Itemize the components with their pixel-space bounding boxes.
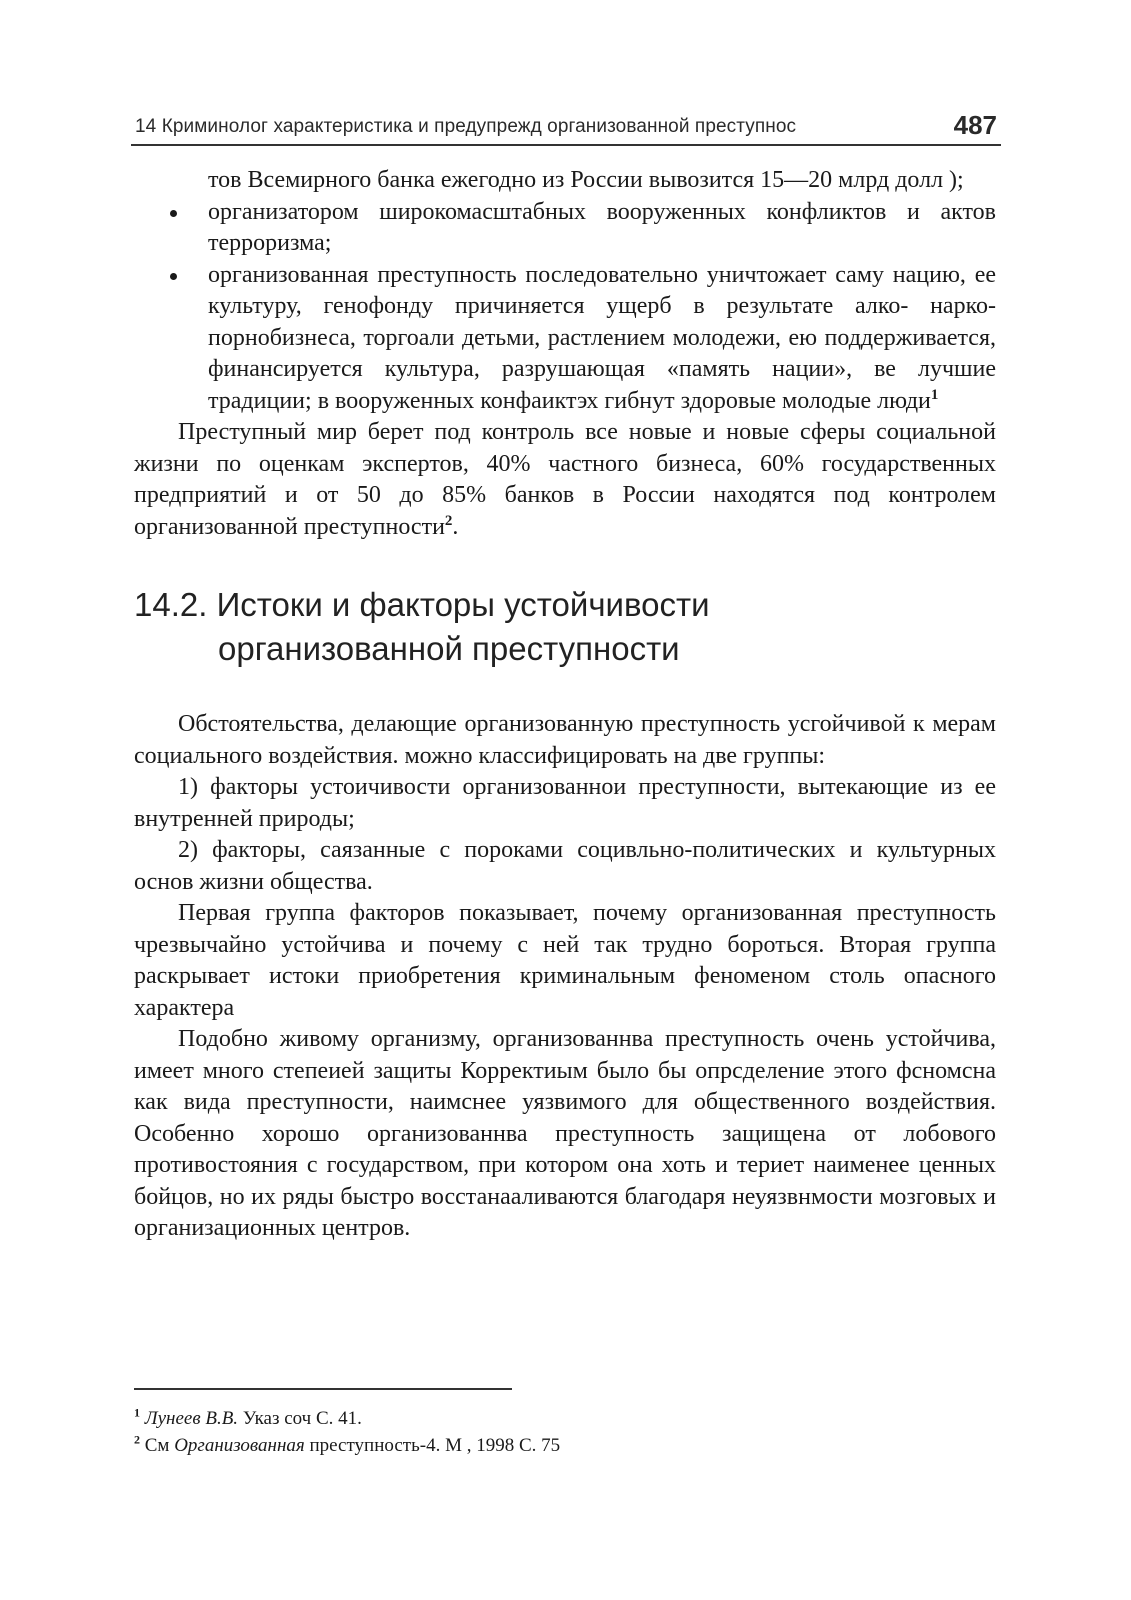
paragraph: Подобно живому организму, организованнва преступность очень устойчива, имеет много степеией защиты Корректиым было бы опрсделение этого фсномсна как вида преступности, наимснее уязвимого для общественного воздействия. Особенно хорошо организованнва преступность защищена от лобового противостояния с государством, при котором она хоть и териет наименее ценных бойцов, но их ряды быстро восстанааливаются благодаря неуязвнмости мозговых и организационных центров. bbox=[134, 1026, 996, 1241]
bullet-icon bbox=[170, 210, 177, 217]
paragraph: 2) факторы, саязанные с пороками социвльно-политических и культурных основ жизни общества. bbox=[134, 837, 996, 895]
footnote-ref: 1 bbox=[930, 386, 939, 403]
paragraph-end: . bbox=[452, 513, 459, 540]
bullet-item bbox=[208, 260, 996, 418]
running-head bbox=[131, 110, 1001, 146]
footnote bbox=[134, 1405, 996, 1432]
continuation-text: тов Всемирного банка ежегодно из России вывозится 15—20 млрд долл ); bbox=[208, 167, 964, 193]
paragraph bbox=[134, 417, 996, 543]
section-heading bbox=[134, 583, 996, 671]
footnote-mark: 1 bbox=[134, 1405, 140, 1420]
footnote-author: Лунеев В.В. bbox=[144, 1408, 239, 1429]
bullet-icon bbox=[170, 273, 177, 280]
footnote-text: Указ соч С. 41. bbox=[238, 1408, 362, 1429]
paragraph: 1) факторы устоичивости организованнои преступности, вытекающие из ее внутренней природы; bbox=[134, 774, 996, 832]
footnote bbox=[134, 1432, 996, 1459]
bullet-text: организатором широкомасштабных вооруженных конфликтов и актов терроризма; bbox=[208, 198, 996, 256]
section-heading-line2: организованной преступности bbox=[218, 630, 680, 667]
footnote-lead: См bbox=[140, 1435, 175, 1456]
running-head-title: 14 Криминолог характеристика и предупрежд организованной преступнос bbox=[135, 116, 797, 137]
bullet-text: организованная преступность последовательно уничтожает саму нацию, ее культуру, генофонду причиняется ущерб в результате алко- нарко- порнобизнеса, торгоали детьми, растлением молодежи, ею поддерживается, финансируется культура, разрушающая «память нации», ве лучшие традиции; в вооруженных конфаиктэх гибнут здоровые молодые люди bbox=[208, 261, 996, 414]
bullet-list bbox=[134, 197, 996, 418]
bullet-item bbox=[208, 197, 996, 260]
footnote-divider bbox=[134, 1388, 512, 1390]
section-heading-line1: 14.2. Истоки и факторы устойчивости bbox=[134, 586, 710, 623]
paragraph-text: Преступный мир берет под контроль все новые и новые сферы социальной жизни по оценкам экспертов, 40% частного бизнеса, 60% государственных предприятий и от 50 до 85% банков в России находятся под контролем организованной преступности bbox=[134, 419, 996, 540]
paragraph: Обстоятельства, делающие организованную преступность усгойчивой к мерам социального воздействия. можно классифицировать на две группы: bbox=[134, 711, 996, 769]
footnote-text: преступность-4. М , 1998 С. 75 bbox=[304, 1435, 561, 1456]
page-body bbox=[134, 165, 996, 1245]
paragraph: Первая группа факторов показывает, почему организованная преступность чрезвычайно устойчива и почему с ней так трудно бороться. Вторая группа раскрывает истоки приобретения криминальным феноменом столь опасного характера bbox=[134, 900, 996, 1021]
page-number: 487 bbox=[953, 110, 997, 140]
footnote-mark: 2 bbox=[134, 1432, 140, 1447]
footnote-title: Организованная bbox=[174, 1435, 305, 1456]
footnote-ref: 2 bbox=[444, 512, 453, 529]
footnotes bbox=[134, 1405, 996, 1459]
